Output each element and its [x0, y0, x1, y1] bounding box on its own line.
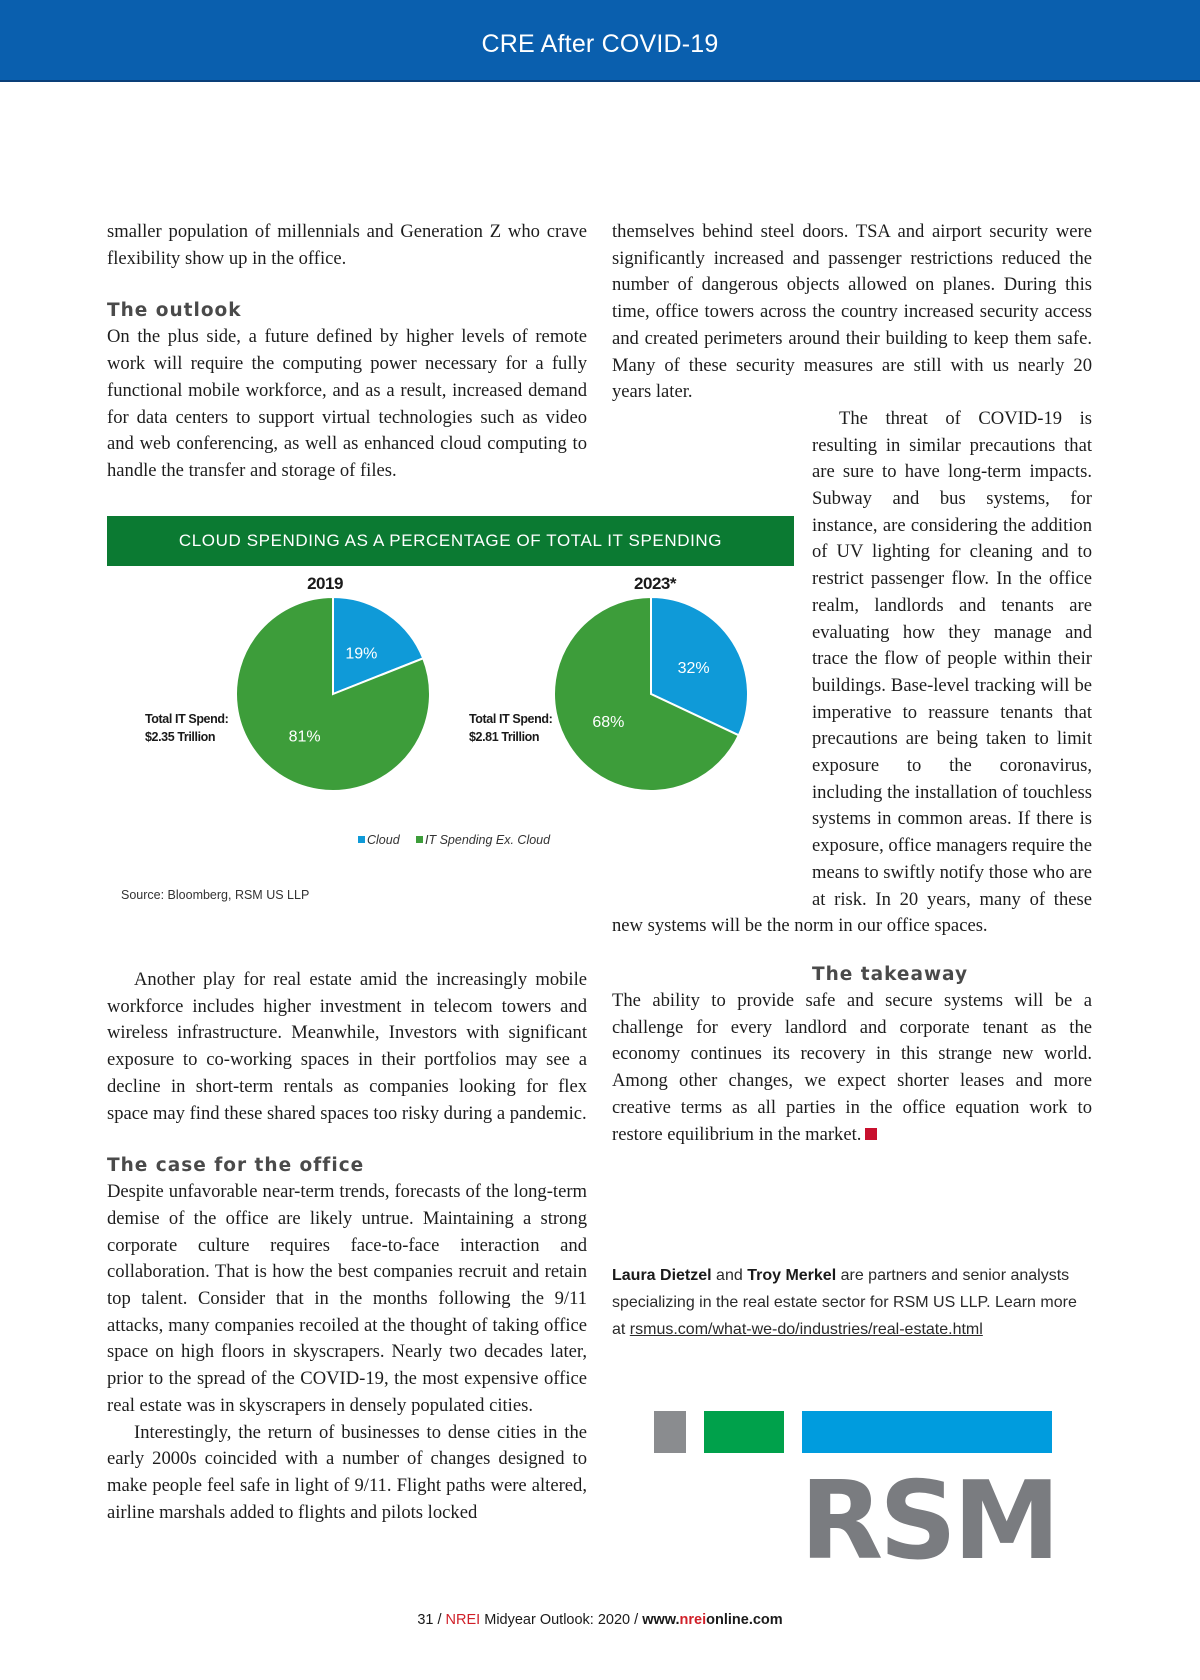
chart-source: Source: Bloomberg, RSM US LLP: [121, 888, 310, 902]
logo-gray-bar: [654, 1411, 686, 1453]
footer-brand: NREI: [445, 1612, 481, 1628]
legend-label-other: IT Spending Ex. Cloud: [425, 833, 551, 847]
pie-label-1-0: 32%: [677, 660, 710, 677]
footer-sep-1: /: [437, 1612, 442, 1628]
learn-more-label: Learn more at: [612, 1294, 1077, 1338]
chart-year-1: 2023*: [634, 574, 676, 593]
author-bio: [612, 1262, 1092, 1343]
total-label-1-line1: Total IT Spend:: [469, 712, 553, 726]
paragraph-outlook: On the plus side, a future defined by higher levels of remote work will require the computing power necessary for a fully functional mobile workforce, and as a result, increased demand for data centers to support virtual technologies such as video and web conferencing, as well as enhanced cloud computing to handle the transfer and storage of files.: [107, 326, 587, 481]
heading-outlook: The outlook: [107, 300, 242, 322]
page-header: [0, 0, 1200, 82]
legend-label-cloud: Cloud: [367, 833, 400, 847]
page-footer: [0, 1612, 1200, 1628]
paragraph-threat: [612, 406, 1092, 940]
author-name-1: Laura Dietzel: [612, 1267, 712, 1284]
logo-green-bar: [704, 1411, 784, 1453]
right-column: [612, 219, 1092, 1148]
paragraph-takeaway-text: The ability to provide safe and secure systems will be a challenge for every landlord and corporate tenant as the economy continues its recovery in this strange new world. Among other changes, we expect shorter leases and more creative terms as all parties in the office equation work to restore equilibrium in the market.: [612, 989, 1092, 1145]
end-mark-icon: [865, 1128, 877, 1140]
paragraph-intro: smaller population of millennials and Generation Z who crave flexibility show up in the office.: [107, 221, 587, 269]
logo-wordmark: RSM: [800, 1459, 1057, 1584]
header-title: CRE After COVID-19: [481, 30, 719, 58]
pie-label-1-1: 68%: [592, 714, 625, 731]
footer-sep-2: /: [634, 1612, 639, 1628]
author-description: are partners and senior analysts specializing in the real estate sector for RSM US LLP.: [612, 1267, 1070, 1311]
chart-year-0: 2019: [307, 574, 343, 593]
pie-label-0-1: 81%: [288, 728, 321, 746]
logo-blue-bar: [802, 1411, 1052, 1453]
left-column-top: [107, 219, 587, 485]
footer-url[interactable]: [642, 1612, 782, 1628]
page-number: 31: [417, 1612, 434, 1628]
paragraph-another-play: Another play for real estate amid the increasingly mobile workforce includes higher investment in telecom towers and wireless infrastructure. Meanwhile, Investors with significant exposure to co-working spaces in their portfolios may see a decline in short-term rentals as companies looking for flex space may find these shared spaces too risky during a pandemic.: [107, 969, 587, 1124]
paragraph-takeaway: [612, 988, 1092, 1148]
footer-url-suffix: online.com: [706, 1612, 783, 1628]
paragraph-threat-text: The threat of COVID-19 is resulting in similar precautions that are sure to have long-term impacts. Subway and bus systems, for instance, are considering the addition of UV lighting for cleaning and to restrict passenger flow. In the office realm, landlords and tenants are evaluating how they manage and trace the flow of people within their buildings. Base-level tracking will be imperative to reassure tenants that precautions are being taken to limit exposure to the coronavirus, including the installation of touchless systems in common areas. If there is exposure, office managers require the means to swiftly notify those who are at risk. In 20 years, many of these new systems will be the norm in our office spaces.: [612, 407, 1092, 937]
total-label-1-line2: $2.81 Trillion: [469, 730, 540, 744]
left-column-bottom: [107, 967, 587, 1526]
paragraph-interestingly: Interestingly, the return of businesses to dense cities in the early 2000s coincided with a number of changes designed to make people feel safe in light of 9/11. Flight paths were altered, airline marshals added to flights and pilots locked: [107, 1421, 587, 1523]
author-name-2: Troy Merkel: [747, 1267, 837, 1284]
footer-url-brand: nrei: [679, 1612, 707, 1628]
legend-swatch-cloud: [358, 836, 365, 843]
heading-takeaway: [612, 962, 1092, 988]
paragraph-case: Despite unfavorable near-term trends, forecasts of the long-term demise of the office are likely untrue. Maintaining a strong corporate culture requires face-to-face interaction and collaboration. That is how the best companies recruit and retain top talent. Consider that in the months following the 9/11 attacks, many companies recoiled at the thought of taking office space on high floors in skyscrapers. Nearly two decades later, prior to the spread of the COVID-19, the most expensive office real estate was in skyscrapers in densely populated cities.: [107, 1181, 587, 1416]
heading-takeaway-text: The takeaway: [812, 963, 969, 985]
footer-issue: Midyear Outlook: 2020: [484, 1612, 631, 1628]
heading-case-for-office: The case for the office: [107, 1155, 365, 1177]
chart-title-banner: CLOUD SPENDING AS A PERCENTAGE OF TOTAL IT SPENDING: [107, 516, 794, 566]
total-label-0-line1: Total IT Spend:: [145, 712, 229, 726]
total-label-0-line2: $2.35 Trillion: [145, 730, 216, 744]
pie-label-0-0: 19%: [345, 645, 378, 663]
paragraph-steel-doors: themselves behind steel doors. TSA and airport security were significantly increased and passenger restrictions reduced the number of dangerous objects allowed on planes. During this time, office towers across the country increased security access and created perimeters around their building to keep them safe. Many of these security measures are still with us nearly 20 years later.: [612, 221, 1092, 403]
author-and: and: [716, 1267, 743, 1284]
legend-swatch-other: [416, 836, 423, 843]
chart-wrap-spacer: [612, 459, 812, 889]
author-link[interactable]: rsmus.com/what-we-do/industries/real-estate.html: [629, 1321, 983, 1338]
footer-url-prefix: www.: [642, 1612, 680, 1628]
